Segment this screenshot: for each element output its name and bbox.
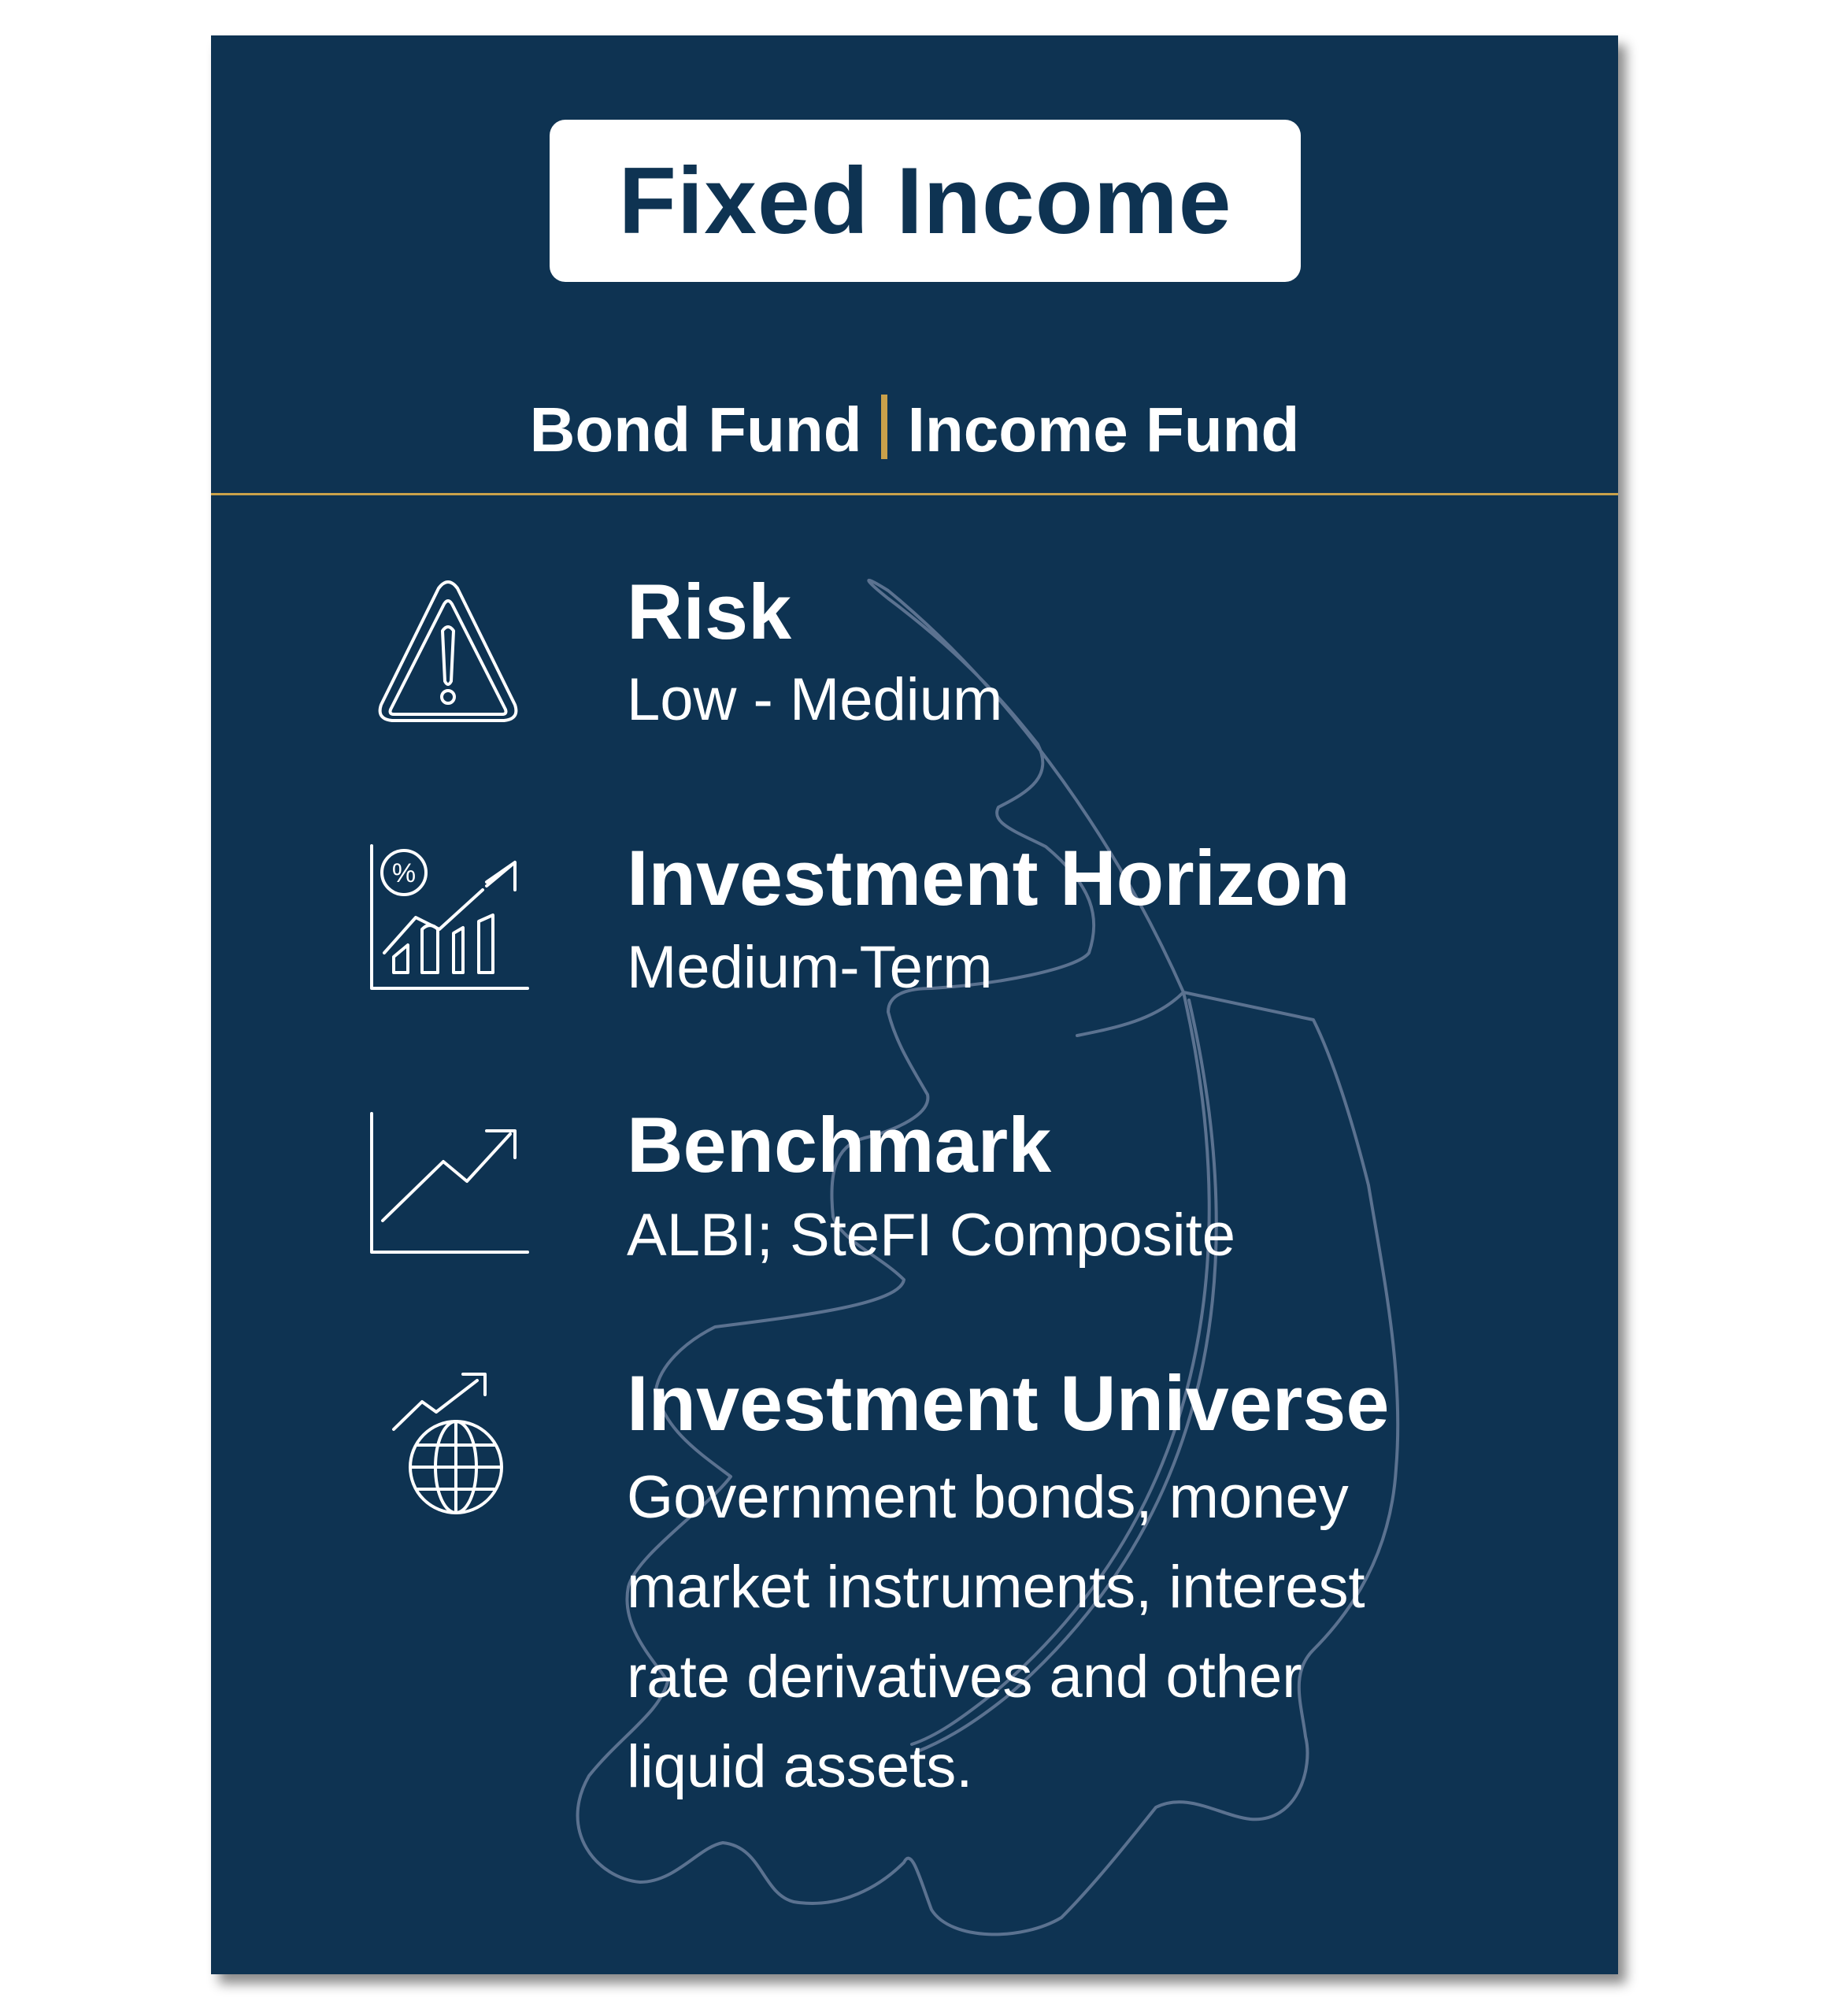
svg-text:%: % bbox=[391, 858, 417, 888]
benchmark-heading: Benchmark bbox=[627, 1101, 1052, 1188]
universe-heading: Investment Universe bbox=[627, 1359, 1390, 1447]
risk-heading: Risk bbox=[627, 568, 792, 655]
page-title: Fixed Income bbox=[618, 148, 1232, 254]
horizon-heading: Investment Horizon bbox=[627, 834, 1350, 921]
risk-value: Low - Medium bbox=[627, 666, 1003, 733]
growth-chart-percent-icon bbox=[368, 843, 531, 992]
fund-type-income: Income Fund bbox=[907, 395, 1300, 465]
fund-type-bond: Bond Fund bbox=[529, 395, 862, 465]
horizon-value: Medium-Term bbox=[627, 934, 993, 1001]
title-badge bbox=[550, 120, 1301, 282]
fund-types bbox=[211, 394, 1618, 466]
trend-line-icon bbox=[368, 1110, 531, 1256]
benchmark-value: ALBI; SteFI Composite bbox=[627, 1202, 1235, 1269]
globe-growth-icon bbox=[391, 1366, 517, 1516]
gold-divider bbox=[881, 395, 887, 459]
universe-value: Government bonds, money market instruments, interest rate derivatives and other liquid assets. bbox=[627, 1464, 1365, 1800]
fund-card bbox=[211, 35, 1618, 1974]
warning-icon bbox=[376, 579, 520, 725]
gold-rule bbox=[211, 493, 1618, 495]
